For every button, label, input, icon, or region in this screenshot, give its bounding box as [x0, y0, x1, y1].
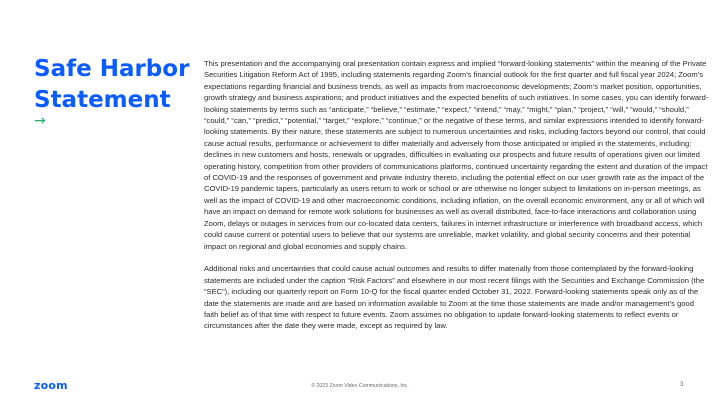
page-title: Safe Harbor Statement [34, 56, 190, 113]
copyright-notice: © 2023 Zoom Video Communications, Inc. [311, 383, 409, 389]
paragraph-additional-risks: Additional risks and uncertainties that could cause actual outcomes and results to differ materially from those contemplated by the forward-looking statements are included under the caption “Risk Factors” and elsewhere in our most recent filings with the Securities and Exchange Commission (the “SEC”), including our quarterly report on Form 10-Q for the fiscal quarter ended October 31, 2022. Forward-looking statements speak only as of the date the statements are made and are based on information available to Zoom at the time those statements are made and/or management’s good faith belief as of that time with respect to future events. Zoom assumes no obligation to update forward-looking statements to reflect events or circumstances after the date they were made, except as required by law. [204, 264, 705, 331]
page-number: 3 [680, 382, 684, 388]
paragraph-forward-looking: This presentation and the accompanying oral presentation contain express and implied “forward-looking statements” within the meaning of the Private Securities Litigation Reform Act of 1995, including statements regarding Zoom’s financial outlook for the first quarter and full fiscal year 2024; Zoom’s expectations regarding financial and business trends, as well as impacts from macroeconomic developments; Zoom’s market position, opportunities, growth strategy and business aspirations; and product initiatives and the expected benefits of such initiatives. In some cases, you can identify forward-looking statements by terms such as “anticipate,” “believe,” “estimate,” “expect,” “intend,” “may,” “might,” “plan,” “project,” “will,” “would,” “should,” “could,” “can,” “predict,” “potential,” “target,” “explore,” “continue,” or the negative of these terms, and similar expressions intended to identify forward-looking statements. By their nature, these statements are subject to numerous uncertainties and risks, including factors beyond our control, that could cause actual results, performance or achievement to differ materially and adversely from those anticipated or implied in the statements, including: declines in new customers and hosts, renewals or upgrades, difficulties in evaluating our prospects and future results of operations given our limited operating history, competition from other providers of communications platforms, continued uncertainty regarding the extent and duration of the impact of COVID-19 and the responses of government and private industry thereto, including the potential effect on our user growth rate as the impact of the COVID-19 pandemic tapers, particularly as users return to work or school or are otherwise no longer subject to limitations on in-person meetings, as well as the impact of COVID-19 and other macroeconomic conditions, including inflation, on the overall economic environment, any or all of which will have an impact on demand for remote work solutions for businesses as well as overall distributed, face-to-face interactions and collaboration using Zoom, delays or outages in services from our co-located data centers, failures in internet infrastructure or interference with broadband access, which could cause current or potential users to believe that our systems are unreliable, market volatility, and global security concerns and their potential impact on regional and global economies and supply chains. [204, 59, 709, 251]
safe-harbor-text [204, 58, 710, 332]
arrow-right-icon: → [34, 113, 46, 129]
zoom-logo: zoom [34, 379, 68, 392]
